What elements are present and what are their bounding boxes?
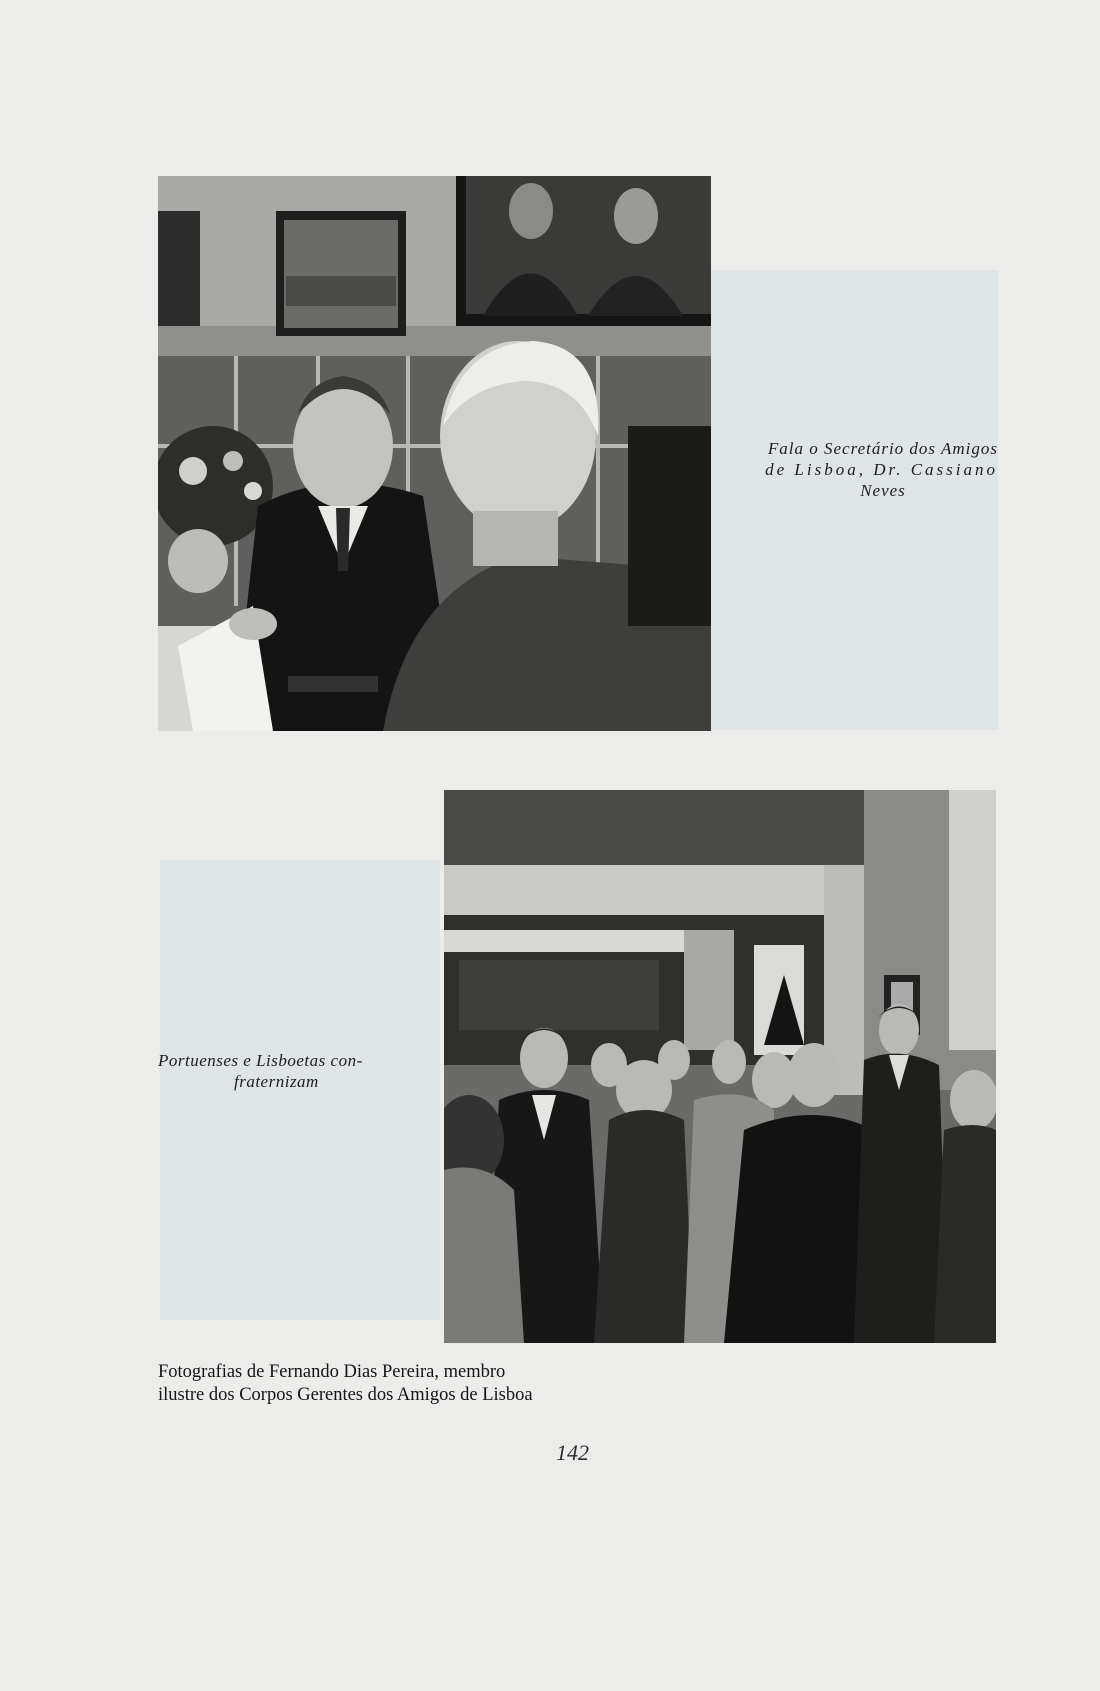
photo-top-caption-line1: Fala o Secretário dos Amigos (767, 439, 998, 458)
photo-top-caption (728, 438, 998, 501)
photo-credit-line1: Fotografias de Fernando Dias Pereira, membro (158, 1362, 506, 1382)
photo-bottom-caption (158, 1050, 418, 1092)
photo-credit (158, 1361, 658, 1407)
photo-credit-line2: ilustre dos Corpos Gerentes dos Amigos de Lisboa (158, 1385, 533, 1405)
page-number: 142 (556, 1440, 589, 1465)
photo-crowd-fraternizing-image (444, 790, 996, 1343)
photo-secretary-speaking-image (158, 176, 711, 731)
photo-bottom-caption-line1: Portuenses e Lisboetas con- (158, 1051, 363, 1070)
photo-secretary-speaking (158, 176, 711, 731)
photo-top-caption-line3: Neves (860, 481, 906, 500)
photo-crowd-fraternizing (444, 790, 996, 1343)
photo-bottom-caption-line2: fraternizam (234, 1072, 319, 1091)
photo-top-caption-line2: de Lisboa, Dr. Cassiano (765, 460, 998, 479)
